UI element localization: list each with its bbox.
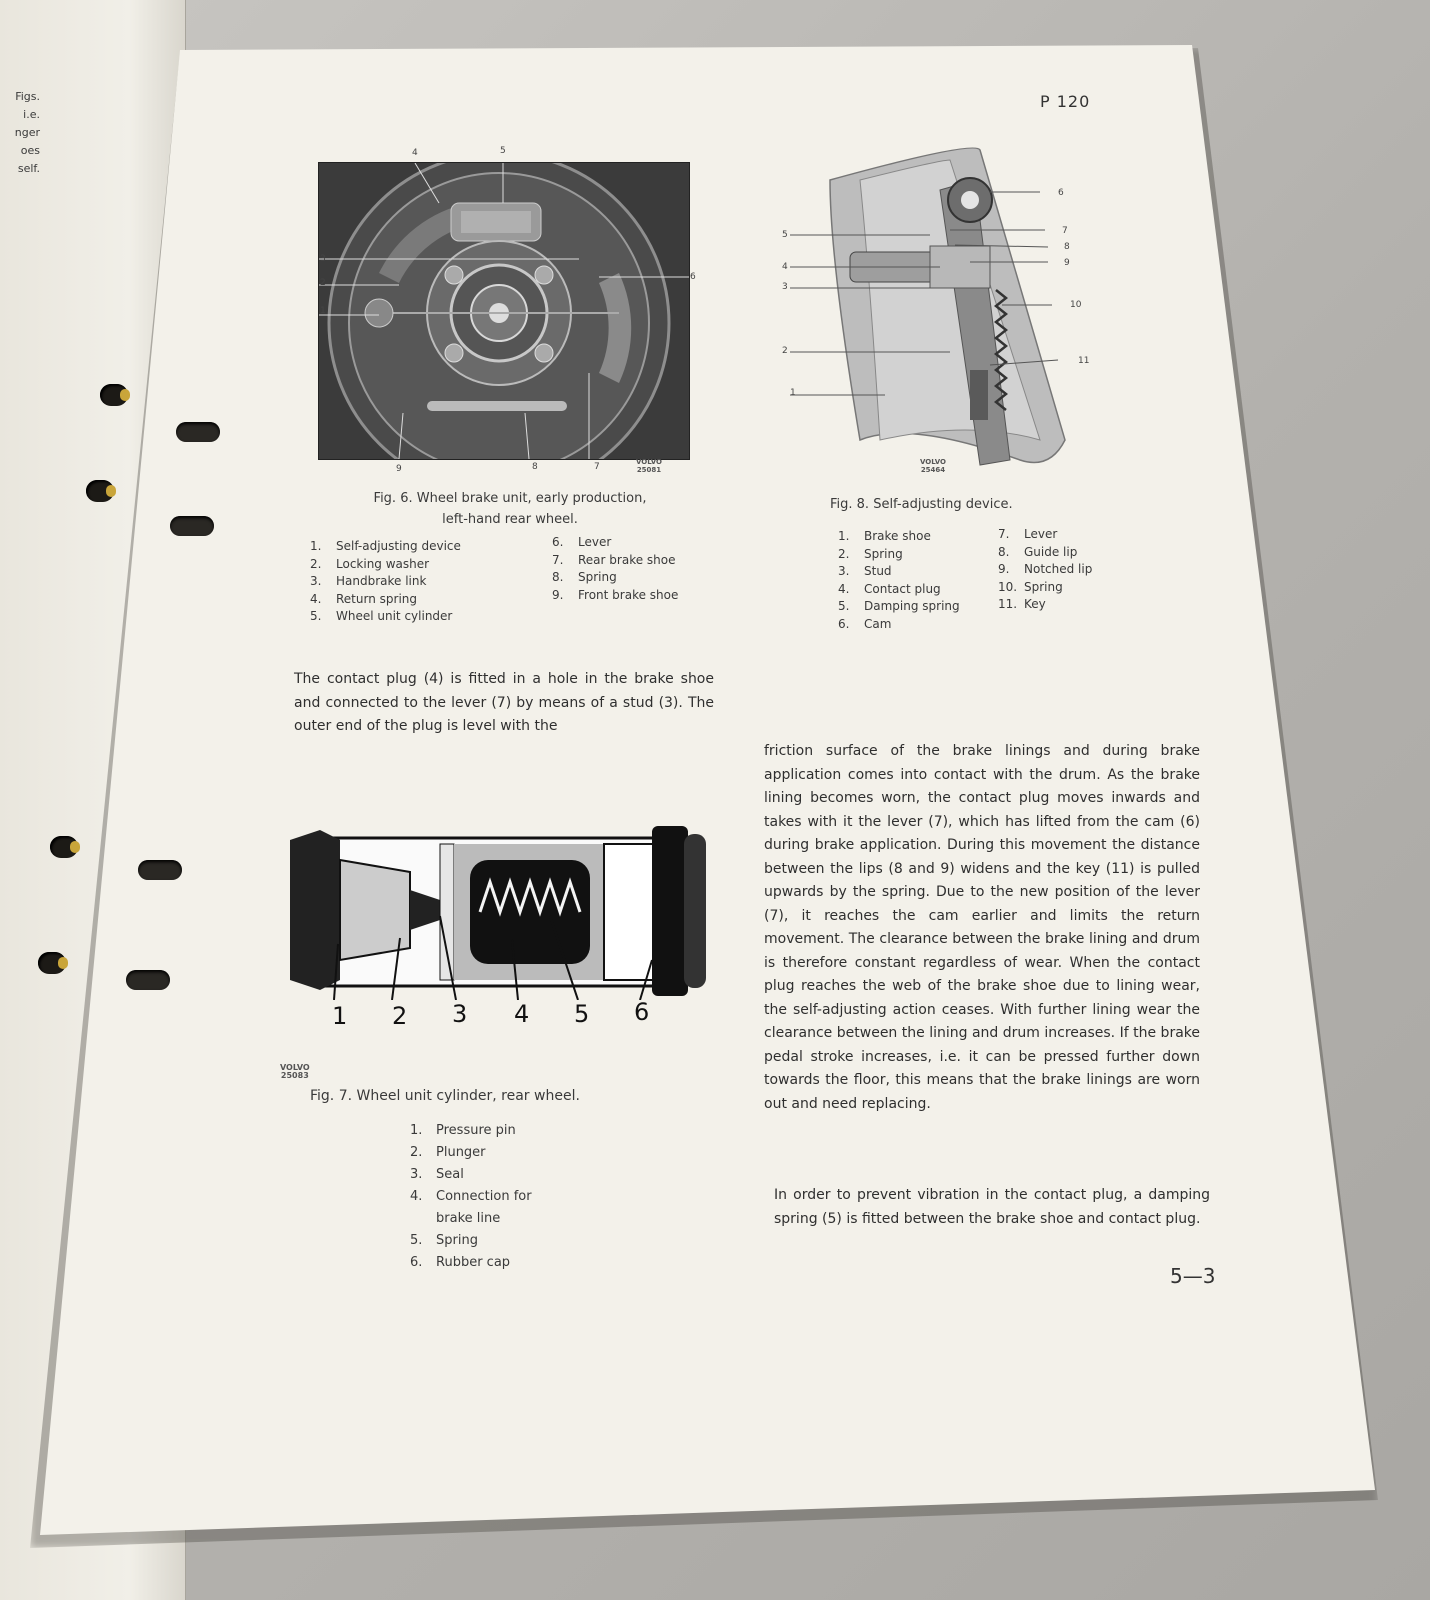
fig6-callout: 8 — [532, 462, 538, 472]
fig7-callout: 4 — [514, 1000, 530, 1028]
fig7-volvo-tag — [280, 1064, 310, 1080]
fig6-caption — [320, 488, 700, 530]
punch-hole-icon — [138, 860, 182, 880]
fig7-callout: 3 — [452, 1000, 468, 1028]
legend-item: 7. Lever — [998, 527, 1058, 541]
fig8-callout: 3 — [782, 282, 788, 292]
fig8-callout: 2 — [782, 346, 788, 356]
left-page-line: nger — [14, 126, 40, 139]
fig8-callout: 4 — [782, 262, 788, 272]
brake-drum-icon — [319, 163, 689, 459]
legend-item: 9. Front brake shoe — [552, 587, 679, 602]
left-page-text — [4, 88, 40, 178]
fig7-legend — [410, 1120, 532, 1274]
left-page-line: i.e. — [23, 108, 40, 121]
binder-ring-icon — [38, 952, 66, 974]
fig8-callout: 5 — [782, 230, 788, 240]
legend-item: 1. Pressure pin — [410, 1123, 516, 1138]
wheel-cylinder-icon — [280, 820, 720, 1000]
legend-item: 3. Seal — [410, 1167, 464, 1182]
page-number: 5—3 — [1170, 1264, 1216, 1288]
legend-item: 10. Spring — [998, 579, 1063, 594]
punch-hole-icon — [170, 516, 214, 536]
volvo-tag-line: VOLVO — [636, 458, 662, 466]
fig8-volvo-tag — [920, 458, 946, 474]
fig6-volvo-tag — [636, 458, 662, 474]
body-paragraph-left: The contact plug (4) is fitted in a hole in the brake shoe and connected to the lever (7) by means of a stud (3). The outer end of the plug is level with the — [294, 671, 714, 734]
fig8-callout: 10 — [1070, 300, 1082, 310]
legend-item: 3. Stud — [838, 564, 892, 578]
volvo-tag-line: VOLVO — [920, 458, 946, 466]
fig6-callout: 4 — [412, 148, 418, 158]
fig6-callout: 5 — [500, 146, 506, 156]
left-page-line: self. — [17, 162, 40, 175]
fig6-callout: 3 — [320, 254, 326, 264]
binder-ring-icon — [100, 384, 128, 406]
legend-item: 5. Wheel unit cylinder — [310, 609, 453, 623]
legend-item: 7. Rear brake shoe — [552, 552, 676, 567]
volvo-tag-line: 25464 — [920, 466, 946, 474]
fig7-illustration — [280, 820, 720, 1000]
punch-hole-icon — [176, 422, 220, 442]
fig8-callout: 11 — [1078, 356, 1090, 366]
legend-item: 2. Locking washer — [310, 556, 430, 571]
legend-item: 6. Rubber cap — [410, 1255, 511, 1270]
fig6-callout: 9 — [396, 464, 402, 474]
fig8-legend-col2 — [998, 526, 1092, 614]
legend-item: 8. Guide lip — [998, 544, 1078, 559]
legend-item: 8. Spring — [552, 570, 617, 584]
legend-item: 6. Cam — [838, 616, 892, 631]
legend-item: 4. Contact plug — [838, 581, 941, 596]
fig7-callout: 5 — [574, 1000, 590, 1028]
fig7-caption: Fig. 7. Wheel unit cylinder, rear wheel. — [310, 1088, 580, 1104]
legend-item: 5. Damping spring — [838, 599, 960, 613]
legend-item: 4. Return spring — [310, 591, 417, 606]
fig6-callout: 7 — [594, 462, 600, 472]
fig7-callout: 6 — [634, 998, 650, 1026]
legend-item: 6. Lever — [552, 535, 612, 549]
volvo-tag-line: VOLVO — [280, 1063, 310, 1072]
legend-item: brake line — [436, 1211, 501, 1226]
body-paragraph-right-2: In order to prevent vibration in the contact plug, a damping spring (5) is fitted between the brake shoe and contact plug. — [774, 1187, 1210, 1227]
fig6-photo — [318, 162, 690, 460]
fig6-callout: 6 — [690, 272, 696, 282]
binder-ring-icon — [50, 836, 78, 858]
fig6-legend-col1 — [310, 538, 461, 626]
legend-item: 2. Plunger — [410, 1145, 486, 1160]
legend-item: 1. Brake shoe — [838, 529, 931, 543]
fig8-legend-col1 — [838, 528, 960, 633]
legend-item: 9. Notched lip — [998, 562, 1093, 576]
legend-item: 3. Handbrake link — [310, 574, 427, 588]
fig6-caption-line: Fig. 6. Wheel brake unit, early production, — [373, 491, 647, 506]
legend-item: 4. Connection for — [410, 1189, 532, 1204]
legend-item: 1. Self-adjusting device — [310, 539, 461, 553]
fig6-callout: 1 — [320, 306, 326, 316]
fig6-caption-line: left-hand rear wheel. — [442, 512, 578, 527]
left-page-line: oes — [20, 144, 40, 157]
left-page-line: Figs. — [15, 90, 40, 103]
fig8-callout: 8 — [1064, 242, 1070, 252]
fig8-callout: 6 — [1058, 188, 1064, 198]
page-label: P 120 — [1040, 92, 1091, 111]
legend-item: 2. Spring — [838, 546, 903, 561]
fig8-caption: Fig. 8. Self-adjusting device. — [830, 497, 1013, 512]
fig6-legend-col2 — [552, 534, 678, 604]
fig8-callout: 1 — [790, 388, 796, 398]
binder-ring-icon — [86, 480, 114, 502]
volvo-tag-line: 25081 — [636, 466, 662, 474]
volvo-tag-line: 25083 — [280, 1071, 309, 1080]
fig7-callout: 1 — [332, 1002, 348, 1030]
legend-item: 11. Key — [998, 597, 1046, 611]
fig8-callout: 7 — [1062, 226, 1068, 236]
fig8-callout: 9 — [1064, 258, 1070, 268]
legend-item: 5. Spring — [410, 1233, 478, 1248]
punch-hole-icon — [126, 970, 170, 990]
fig7-callout: 2 — [392, 1002, 408, 1030]
body-paragraph-right: friction surface of the brake linings and during brake application comes into contact with the drum. As the brake lining becomes worn, the contact plug moves inwards and takes with it the lever (7), which has lifted from the cam (6) during brake application. During this movement the distance between the lips (8 and 9) widens and the key (11) is pulled upwards by the spring. Due to the new position of the lever (7), it reaches the cam earlier and limits the return movement. The clearance between the brake lining and drum is therefore constant regardless of wear. When the contact plug reaches the web of the brake shoe due to lining wear, the self-adjusting action ceases. With further lining wear the clearance between the lining and drum increases. If the brake pedal stroke increases, i.e. it can be pressed further down towards the floor, this means that the brake linings are worn out and need replacing. — [764, 743, 1200, 1112]
fig6-callout: 2 — [320, 278, 326, 288]
